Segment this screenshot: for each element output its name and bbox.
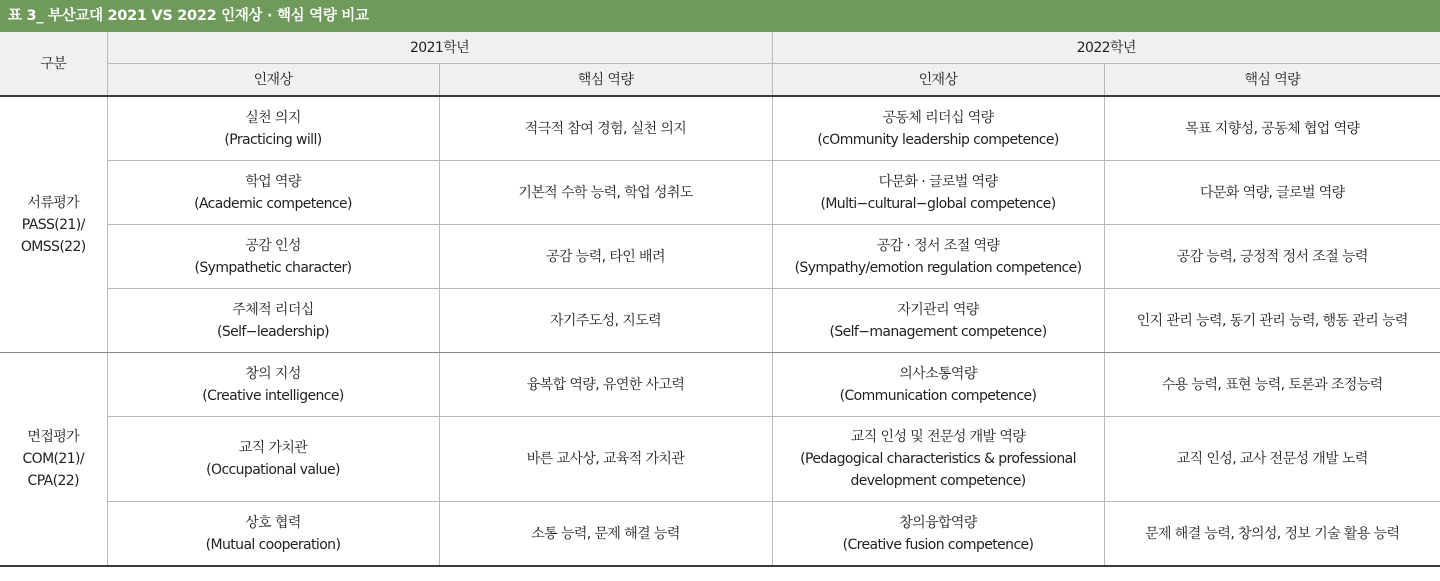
talent-en: (Occupational value): [206, 462, 340, 478]
comparison-table: [0, 32, 1440, 567]
talent-en: (Pedagogical characteristics & professional development competence): [800, 451, 1076, 489]
talent-2022-cell: [772, 417, 1104, 502]
competency-2022-cell: 교직 인성, 교사 전문성 개발 노력: [1104, 417, 1440, 502]
group-line: OMSS(22): [20, 238, 86, 255]
talent-ko: 실천 의지: [245, 109, 301, 126]
competency-2021-cell: 자기주도성, 지도력: [439, 289, 772, 353]
competency-2022-cell: 다문화 역량, 글로벌 역량: [1104, 161, 1440, 225]
talent-2022-cell: [772, 225, 1104, 289]
talent-ko: 교직 가치관: [238, 440, 308, 456]
talent-2022-header: 인재상: [772, 64, 1104, 97]
talent-en: (Self−leadership): [216, 323, 330, 340]
talent-ko: 공감 인성: [245, 237, 301, 254]
talent-2021-cell: [107, 289, 439, 353]
competency-2022-cell: 공감 능력, 긍정적 정서 조절 능력: [1104, 225, 1440, 289]
talent-ko: 자기관리 역량: [897, 301, 979, 318]
competency-2022-cell: 목표 지향성, 공동체 협업 역량: [1104, 96, 1440, 161]
talent-ko: 창의 지성: [245, 365, 301, 382]
talent-ko: 공감 · 정서 조절 역량: [876, 237, 1000, 254]
talent-2022-cell: [772, 502, 1104, 567]
competency-2022-header: 핵심 역량: [1104, 64, 1440, 97]
group-line: PASS(21)/: [21, 216, 85, 233]
competency-2021-cell: 적극적 참여 경험, 실천 의지: [439, 96, 772, 161]
table-row: [0, 96, 1440, 161]
talent-en: (Multi−cultural−global competence): [820, 195, 1056, 212]
competency-2021-cell: 공감 능력, 타인 배려: [439, 225, 772, 289]
talent-2022-cell: [772, 353, 1104, 417]
talent-en: (Academic competence): [194, 195, 352, 212]
header-row-years: [0, 32, 1440, 64]
talent-en: (Practicing will): [224, 131, 322, 148]
competency-2022-cell: 인지 관리 능력, 동기 관리 능력, 행동 관리 능력: [1104, 289, 1440, 353]
talent-2021-cell: [107, 225, 439, 289]
competency-2021-header: 핵심 역량: [439, 64, 772, 97]
talent-2022-cell: [772, 161, 1104, 225]
competency-2022-cell: 수용 능력, 표현 능력, 토론과 조정능력: [1104, 353, 1440, 417]
talent-ko: 상호 협력: [245, 514, 301, 531]
talent-ko: 학업 역량: [245, 173, 301, 190]
competency-2022-cell: 문제 해결 능력, 창의성, 정보 기술 활용 능력: [1104, 502, 1440, 567]
talent-2022-cell: [772, 96, 1104, 161]
talent-ko: 창의융합역량: [899, 514, 977, 531]
talent-ko: 다문화 · 글로벌 역량: [878, 173, 998, 190]
talent-en: (Sympathetic character): [194, 259, 352, 276]
table-title: 표 3_ 부산교대 2021 VS 2022 인재상 · 핵심 역량 비교: [0, 0, 1440, 32]
table-row: [0, 161, 1440, 225]
talent-2021-cell: [107, 502, 439, 567]
talent-2021-cell: [107, 161, 439, 225]
year-2022-header: 2022학년: [772, 32, 1440, 64]
talent-2021-cell: [107, 96, 439, 161]
table-row: [0, 353, 1440, 417]
group-label-document: [0, 96, 107, 353]
talent-ko: 공동체 리더십 역량: [882, 109, 994, 126]
table-row: [0, 225, 1440, 289]
competency-2021-cell: 소통 능력, 문제 해결 능력: [439, 502, 772, 567]
table-row: [0, 417, 1440, 502]
talent-en: (Sympathy/emotion regulation competence): [794, 259, 1082, 276]
talent-2022-cell: [772, 289, 1104, 353]
group-line: CPA(22): [27, 473, 79, 489]
talent-ko: 주체적 리더십: [232, 301, 314, 318]
competency-2021-cell: 기본적 수학 능력, 학업 성취도: [439, 161, 772, 225]
competency-2021-cell: 바른 교사상, 교육적 가치관: [439, 417, 772, 502]
talent-en: (cOmmunity leadership competence): [817, 131, 1059, 148]
talent-en: (Creative fusion competence): [842, 536, 1034, 553]
competency-2021-cell: 융복합 역량, 유연한 사고력: [439, 353, 772, 417]
table-row: [0, 289, 1440, 353]
talent-en: (Communication competence): [839, 387, 1037, 404]
table-row: [0, 502, 1440, 567]
talent-2021-cell: [107, 417, 439, 502]
group-column-header: 구분: [0, 32, 107, 96]
talent-en: (Self−management competence): [829, 323, 1047, 340]
group-line: COM(21)/: [22, 451, 85, 467]
header-row-subcolumns: [0, 64, 1440, 97]
talent-ko: 의사소통역량: [899, 365, 977, 382]
group-line: 면접평가: [27, 429, 80, 445]
group-label-interview: [0, 353, 107, 567]
talent-2021-cell: [107, 353, 439, 417]
talent-ko: 교직 인성 및 전문성 개발 역량: [850, 429, 1026, 445]
year-2021-header: 2021학년: [107, 32, 772, 64]
talent-en: (Creative intelligence): [202, 387, 344, 404]
talent-2021-header: 인재상: [107, 64, 439, 97]
group-line: 서류평가: [27, 194, 80, 211]
talent-en: (Mutual cooperation): [205, 536, 341, 553]
